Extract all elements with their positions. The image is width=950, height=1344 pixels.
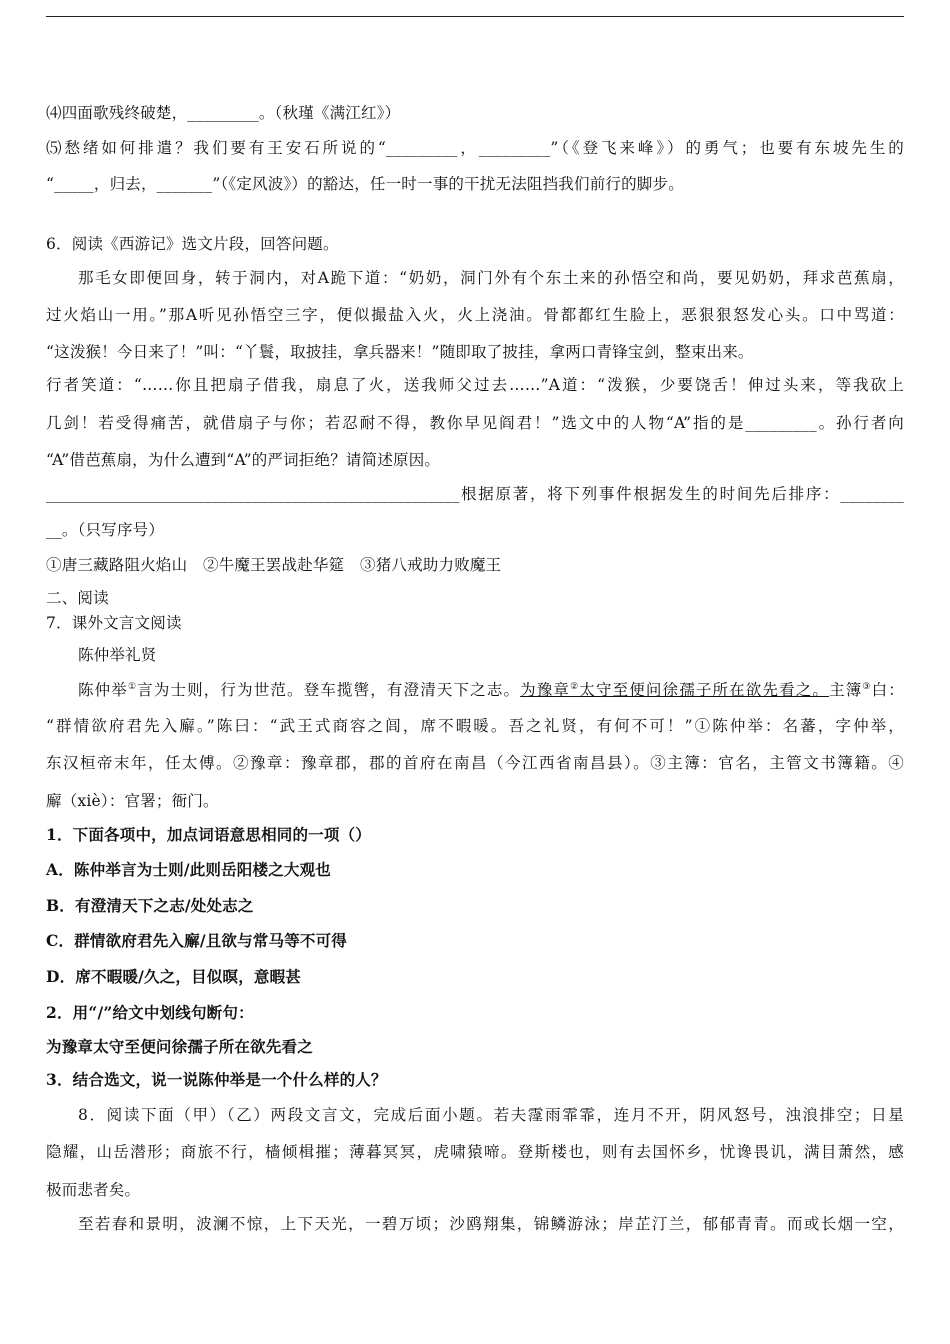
question-8-line: 8．阅读下面（甲）（乙）两段文言文，完成后面小题。若夫霪雨霏霏，连月不开，阴风怒号，浊浪排空；日星	[78, 1106, 904, 1124]
passage-line: 几剑！若受得痛苦，就借扇子与你；若忍耐不得，教你早见阎君！”选文中的人物“A”指的是_________。孙行者向	[46, 414, 904, 432]
passage-line: 至若春和景明，波澜不惊，上下天光，一碧万顷；沙鸥翔集，锦鳞游泳；岸芷汀兰，郁郁青青。而或长烟一空，	[78, 1215, 904, 1233]
passage-line: “群情欲府君先入廨。”陈曰：“武王式商容之闾，席不暇暖。吾之礼贤，有何不可！”①陈仲举：名蕃，字仲举，	[46, 717, 904, 735]
underlined-sentence: 为豫章②太守至便问徐孺子所在欲先看之。	[520, 681, 830, 699]
passage-line: 极而悲者矣。	[46, 1181, 141, 1199]
option-c: C．群情欲府君先入廨/且欲与常马等不可得	[46, 931, 347, 950]
notes-line: 廨（xiè）：官署；衙门。	[46, 792, 219, 810]
passage-line: 行者笑道：“……你且把扇子借我，扇息了火，送我师父过去……”A道：“泼猴，少要饶舌！伸过头来，等我砍上	[46, 376, 904, 394]
sub-question-3: 3．结合选文，说一说陈仲举是一个什么样的人？	[46, 1070, 387, 1089]
option-a: A．陈仲举言为士则/此则岳阳楼之大观也	[46, 860, 331, 879]
option-d: D．席不暇暖/久之，目似暝，意暇甚	[46, 967, 302, 986]
passage-line: 过火焰山一用。”那A听见孙悟空三字，便似撮盐入火，火上浇油。骨都都红生脸上，恶狠狠怒发心头。口中骂道：	[46, 306, 904, 324]
sentence-to-split: 为豫章太守至便问徐孺子所在欲先看之	[46, 1037, 313, 1056]
answer-line: ____________________________________________________根据原著，将下列事件根据发生的时间先后排序：________	[46, 485, 904, 503]
question-5-line-cont: “_____，归去，_______”（《定风波》）的豁达，任一时一事的干扰无法阻挡我们前行的脚步。	[46, 175, 684, 193]
sub-question-2: 2．用“/”给文中划线句断句：	[46, 1003, 254, 1022]
top-rule	[46, 16, 904, 17]
question-5-line: ⑸愁绪如何排遣？我们要有王安石所说的“_________，_________”（《登飞来峰》）的勇气；也要有东坡先生的	[46, 139, 904, 157]
passage-title: 陈仲举礼贤	[78, 646, 157, 664]
section-heading: 二、阅读	[46, 589, 109, 607]
passage-line: 隐耀，山岳潜形；商旅不行，樯倾楫摧；薄暮冥冥，虎啸猿啼。登斯楼也，则有去国怀乡，忧谗畏讥，满目萧然，感	[46, 1143, 904, 1161]
question-7-title: 7．课外文言文阅读	[46, 614, 182, 632]
question-6-title: 6．阅读《西游记》选文片段，回答问题。	[46, 235, 339, 253]
passage-line: “A”借芭蕉扇，为什么遭到“A”的严词拒绝？请简述原因。	[46, 451, 441, 469]
passage-line: 陈仲举①言为士则，行为世范。登车揽辔，有澄清天下之志。为豫章②太守至便问徐孺子所在欲先看之。主簿③白：	[78, 681, 904, 699]
passage-line: “这泼猴！今日来了！”叫：“丫鬟，取披挂，拿兵器来！”随即取了披挂，拿两口青锋宝剑，整束出来。	[46, 343, 754, 361]
sub-question-1: 1．下面各项中，加点词语意思相同的一项（）	[46, 825, 371, 844]
answer-line-cont: __。（只写序号）	[46, 521, 165, 539]
question-4-line: ⑷四面歌残终破楚，_________。（秋瑾《满江红》）	[46, 104, 401, 122]
notes-line: 东汉桓帝末年，任太傅。②豫章：豫章郡，郡的首府在南昌（今江西省南昌县）。③主簿：官名，主管文书簿籍。④	[46, 754, 904, 772]
event-options: ①唐三藏路阻火焰山 ②牛魔王罢战赴华筵 ③猪八戒助力败魔王	[46, 556, 502, 574]
option-b: B．有澄清天下之志/处处志之	[46, 896, 254, 915]
passage-line: 那毛女即便回身，转于洞内，对A跪下道：“奶奶，洞门外有个东土来的孙悟空和尚，要见奶奶，拜求芭蕉扇，	[78, 269, 904, 287]
